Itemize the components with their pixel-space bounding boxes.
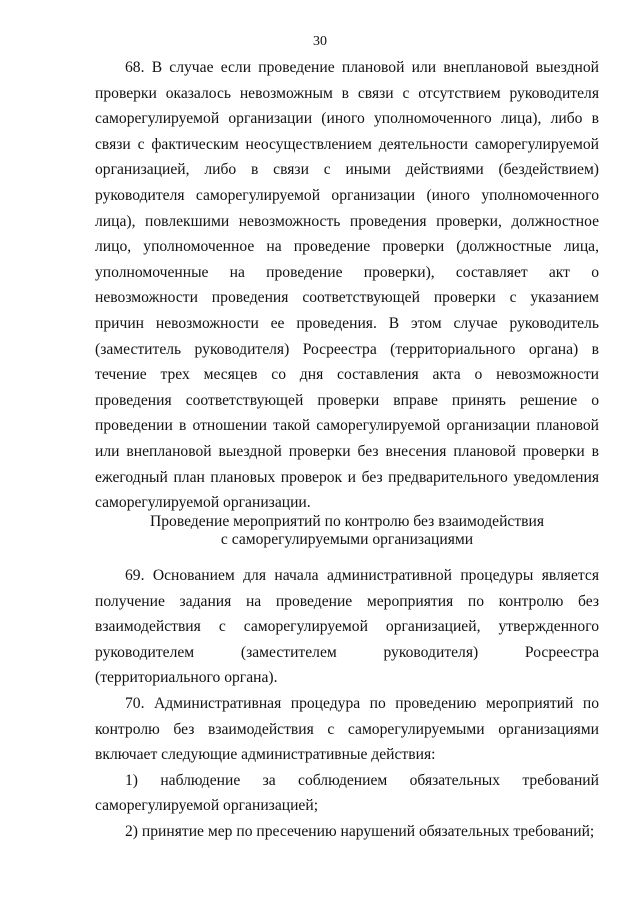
paragraph-68-block: [95, 55, 599, 516]
section-heading-line-2: с саморегулируемыми организациями: [220, 531, 474, 548]
paragraph-70: 70. Административная процедура по проведению мероприятий по контролю без взаимодействия с саморегулируемыми организациями включает следующие административные действия:: [95, 694, 599, 764]
paragraph-69: 69. Основанием для начала административной процедуры является получение задания на проведение мероприятия по контролю без взаимодействия с саморегулируемой организацией, утвержденного руководителем (заместителем руководителя) Росреестра (территориального органа).: [95, 567, 599, 687]
page-number: 30: [313, 34, 327, 49]
paragraph-68: 68. В случае если проведение плановой или внеплановой выездной проверки оказалось невозможным в связи с отсутствием руководителя саморегулируемой организации (иного уполномоченного лица), либо в связи с фактическим неосуществлением деятельности саморегулируемой организацией, либо в связи с иными действиями (бездействием) руководителя саморегулируемой организации (иного уполномоченного лица), повлекшими невозможность проведения проверки, должностное лицо, уполномоченное на проведение проверки (должностные лица, уполномоченные на проведение проверки), составляет акт о невозможности проведения соответствующей проверки с указанием причин невозможности ее проведения. В этом случае руководитель (заместитель руководителя) Росреестра (территориального органа) в течение трех месяцев со дня составления акта о невозможности проведения соответствующей проверки вправе принять решение о проведении в отношении такой саморегулируемой организации плановой или внеплановой выездной проверки без внесения плановой проверки в ежегодный план плановых проверок и без предварительного уведомления саморегулируемой организации.: [95, 59, 599, 512]
paragraphs-69-70-block: [95, 563, 599, 845]
list-item-1: 1) наблюдение за соблюдением обязательных требований саморегулируемой организацией;: [95, 771, 599, 815]
section-heading-line-1: Проведение мероприятий по контролю без взаимодействия: [149, 513, 545, 530]
list-item-2: 2) принятие мер по пресечению нарушений обязательных требований;: [125, 822, 595, 840]
section-heading: [95, 513, 599, 549]
